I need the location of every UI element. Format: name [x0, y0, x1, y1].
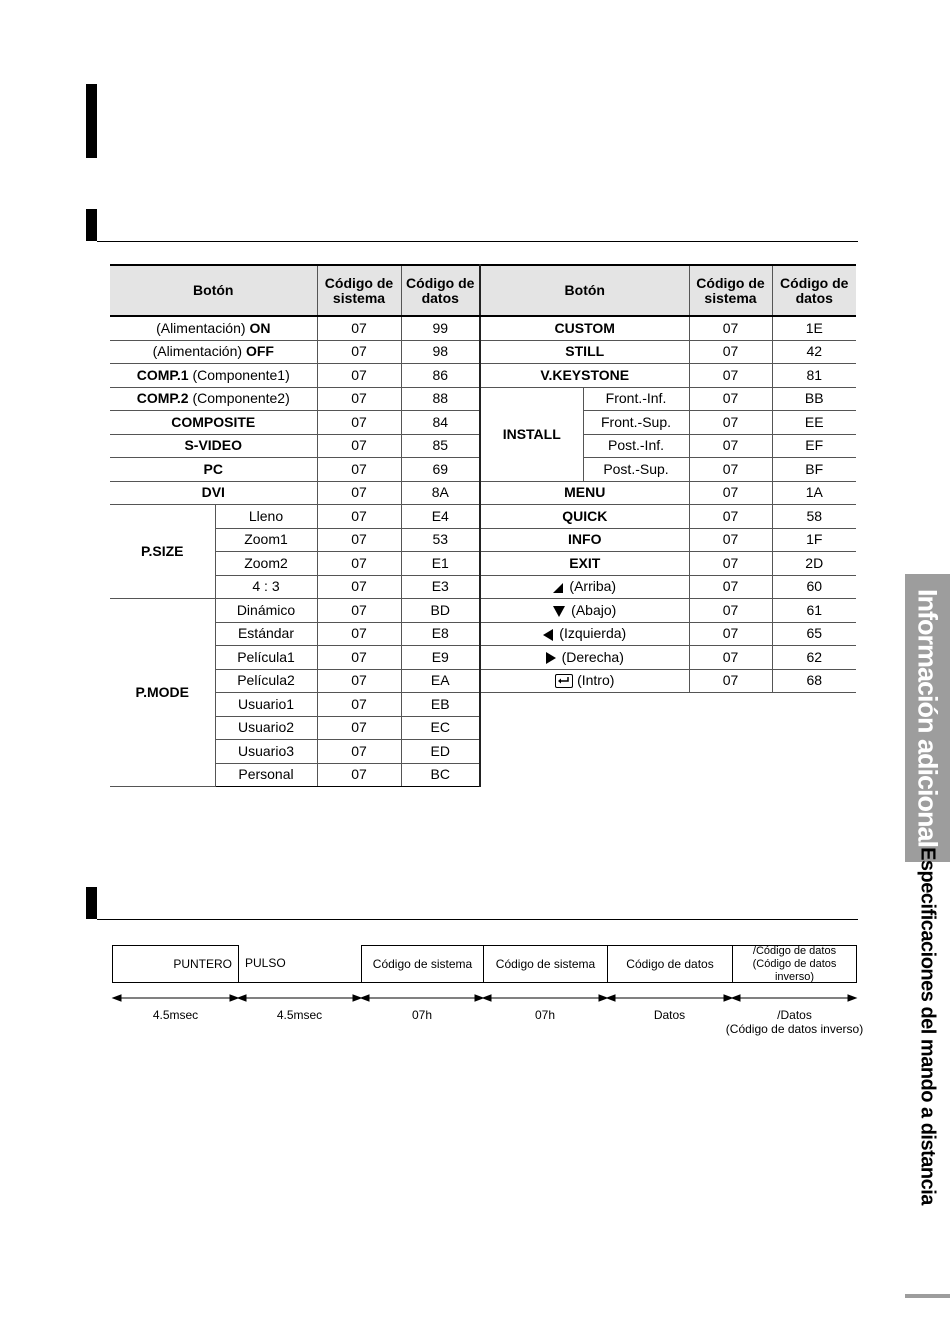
data-code: BB: [772, 387, 856, 411]
section-rule-2: [97, 919, 858, 920]
table-row: [110, 552, 856, 576]
system-code: 07: [689, 622, 772, 646]
button-name: DVI: [110, 481, 317, 505]
system-code: 07: [689, 528, 772, 552]
timing-box-system-code-2: [483, 945, 608, 983]
timing-box-inverse-data-code: [732, 945, 857, 983]
data-code: E9: [401, 646, 480, 670]
data-code: 62: [772, 646, 856, 670]
button-name: STILL: [480, 340, 689, 364]
table-row: [110, 481, 856, 505]
left-triangle-icon: [543, 629, 553, 641]
sidebar-tab-label: Información adicional: [912, 588, 943, 848]
psize-sub-label: 4 : 3: [215, 575, 317, 599]
timing-label: 07h: [534, 1008, 556, 1022]
system-code: 07: [317, 599, 401, 623]
timing-label: /Datos: [777, 1008, 812, 1022]
data-code: E3: [401, 575, 480, 599]
data-code: 58: [772, 505, 856, 529]
system-code: 07: [689, 481, 772, 505]
system-code: 07: [689, 599, 772, 623]
table-row: [110, 316, 856, 340]
table-row: [110, 599, 856, 623]
pmode-sub-label: Estándar: [215, 622, 317, 646]
timing-label-inverse: [722, 1008, 867, 1036]
system-code: 07: [317, 552, 401, 576]
data-code: EF: [772, 434, 856, 458]
pmode-sub-label: Dinámico: [215, 599, 317, 623]
system-code: 07: [689, 552, 772, 576]
remote-codes-table: [110, 264, 856, 787]
arrow-head-icon: [238, 995, 246, 1001]
pmode-sub-label: Usuario1: [215, 693, 317, 717]
data-code: E4: [401, 505, 480, 529]
header-boton-right: Botón: [480, 265, 689, 316]
data-code: 1F: [772, 528, 856, 552]
system-code: 07: [317, 740, 401, 764]
install-group-label: INSTALL: [480, 387, 583, 481]
pmode-sub-label: Película2: [215, 669, 317, 693]
data-code: EA: [401, 669, 480, 693]
timing-box-system-code-1: [361, 945, 484, 983]
pmode-sub-label: Usuario2: [215, 716, 317, 740]
psize-group-label: P.SIZE: [110, 505, 215, 599]
button-name: (Abajo): [480, 599, 689, 623]
title-bar-marker: [86, 84, 97, 158]
timing-arrows: [0, 990, 950, 1006]
button-name: S-VIDEO: [110, 434, 317, 458]
system-code: 07: [317, 411, 401, 435]
system-code: 07: [689, 458, 772, 482]
button-name: (Alimentación) OFF: [110, 340, 317, 364]
system-code: 07: [689, 340, 772, 364]
page-number-rule: [905, 1294, 950, 1298]
down-triangle-icon: [553, 606, 565, 617]
sidebar-section-label: Especificaciones del mando a distancia: [916, 847, 939, 1205]
table-row: [110, 575, 856, 599]
system-code: 07: [689, 364, 772, 388]
button-name: COMP.1 (Componente1): [110, 364, 317, 388]
system-code: 07: [689, 316, 772, 340]
section-marker-1: [86, 209, 97, 241]
button-name: PC: [110, 458, 317, 482]
table-header-row: [110, 265, 856, 316]
arrow-head-icon: [607, 995, 615, 1001]
button-name: MENU: [480, 481, 689, 505]
system-code: 07: [317, 669, 401, 693]
right-triangle-icon: [546, 652, 556, 664]
timing-box-label: Código de sistema: [372, 956, 473, 971]
data-code: 88: [401, 387, 480, 411]
section-rule-1: [97, 241, 858, 242]
button-name: (Intro): [480, 669, 689, 693]
data-code: 85: [401, 434, 480, 458]
data-code: E8: [401, 622, 480, 646]
timing-label: 4.5msec: [152, 1008, 199, 1022]
system-code: 07: [317, 505, 401, 529]
arrow-head-icon: [848, 995, 856, 1001]
header-codigo-datos-right: Código de datos: [772, 265, 856, 316]
pmode-group-label: P.MODE: [110, 599, 215, 787]
button-name: INFO: [480, 528, 689, 552]
empty-cell: [480, 693, 856, 787]
data-code: 65: [772, 622, 856, 646]
system-code: 07: [317, 622, 401, 646]
pmode-sub-label: Usuario3: [215, 740, 317, 764]
install-sub-label: Post.-Inf.: [583, 434, 689, 458]
table-row: [110, 646, 856, 670]
system-code: 07: [689, 434, 772, 458]
system-code: 07: [689, 387, 772, 411]
button-name: COMP.2 (Componente2): [110, 387, 317, 411]
arrow-head-icon: [361, 995, 369, 1001]
data-code: 69: [401, 458, 480, 482]
header-codigo-datos-left: Código de datos: [401, 265, 480, 316]
install-sub-label: Front.-Inf.: [583, 387, 689, 411]
system-code: 07: [317, 693, 401, 717]
data-code: 68: [772, 669, 856, 693]
timing-box-label: /Código de datos: [752, 944, 837, 957]
data-code: BC: [401, 763, 480, 787]
data-code: 42: [772, 340, 856, 364]
pmode-sub-label: Personal: [215, 763, 317, 787]
timing-label: 4.5msec: [276, 1008, 323, 1022]
system-code: 07: [317, 434, 401, 458]
data-code: 1A: [772, 481, 856, 505]
system-code: 07: [317, 316, 401, 340]
timing-box-label: Código de datos: [626, 956, 714, 971]
table-row: [110, 387, 856, 411]
system-code: 07: [689, 669, 772, 693]
header-codigo-sistema-right: Código de sistema: [689, 265, 772, 316]
timing-box-label: (Código de datos inverso): [752, 957, 837, 983]
button-name: CUSTOM: [480, 316, 689, 340]
enter-key-icon: [555, 674, 573, 688]
system-code: 07: [689, 575, 772, 599]
table-row: [110, 622, 856, 646]
section-marker-2: [86, 887, 97, 919]
button-name: (Alimentación) ON: [110, 316, 317, 340]
system-code: 07: [317, 364, 401, 388]
system-code: 07: [317, 387, 401, 411]
data-code: BF: [772, 458, 856, 482]
system-code: 07: [317, 481, 401, 505]
timing-box-label: PUNTERO: [173, 956, 232, 971]
arrow-head-icon: [483, 995, 491, 1001]
table-row: [110, 340, 856, 364]
psize-sub-label: Lleno: [215, 505, 317, 529]
system-code: 07: [317, 340, 401, 364]
table-row: [110, 669, 856, 693]
timing-box-label: Código de sistema: [495, 956, 596, 971]
install-sub-label: Post.-Sup.: [583, 458, 689, 482]
data-code: ED: [401, 740, 480, 764]
button-name: (Derecha): [480, 646, 689, 670]
header-codigo-sistema-left: Código de sistema: [317, 265, 401, 316]
system-code: 07: [317, 763, 401, 787]
up-triangle-icon: [553, 583, 563, 593]
timing-box-pulso: [238, 945, 362, 983]
data-code: 8A: [401, 481, 480, 505]
data-code: EE: [772, 411, 856, 435]
data-code: 98: [401, 340, 480, 364]
data-code: E1: [401, 552, 480, 576]
psize-sub-label: Zoom1: [215, 528, 317, 552]
arrow-head-icon: [113, 995, 121, 1001]
system-code: 07: [689, 505, 772, 529]
data-code: EC: [401, 716, 480, 740]
timing-box-data-code: [607, 945, 733, 983]
timing-label: Datos: [653, 1008, 686, 1022]
data-code: 61: [772, 599, 856, 623]
data-code: 53: [401, 528, 480, 552]
table-row: [110, 528, 856, 552]
psize-sub-label: Zoom2: [215, 552, 317, 576]
button-name: (Arriba): [480, 575, 689, 599]
data-code: 86: [401, 364, 480, 388]
timing-box-puntero: [112, 945, 239, 983]
button-name: QUICK: [480, 505, 689, 529]
table-row: [110, 364, 856, 388]
data-code: 81: [772, 364, 856, 388]
data-code: 99: [401, 316, 480, 340]
timing-label: (Código de datos inverso): [725, 1022, 864, 1036]
data-code: EB: [401, 693, 480, 717]
system-code: 07: [317, 716, 401, 740]
pmode-sub-label: Película1: [215, 646, 317, 670]
system-code: 07: [317, 646, 401, 670]
arrow-head-icon: [732, 995, 740, 1001]
timing-label: 07h: [411, 1008, 433, 1022]
data-code: 2D: [772, 552, 856, 576]
button-name: V.KEYSTONE: [480, 364, 689, 388]
timing-box-label: PULSO: [245, 956, 286, 970]
button-name: (Izquierda): [480, 622, 689, 646]
table-row: [110, 505, 856, 529]
install-sub-label: Front.-Sup.: [583, 411, 689, 435]
system-code: 07: [317, 458, 401, 482]
data-code: 84: [401, 411, 480, 435]
system-code: 07: [317, 575, 401, 599]
button-name: COMPOSITE: [110, 411, 317, 435]
header-boton-left: Botón: [110, 265, 317, 316]
data-code: 1E: [772, 316, 856, 340]
system-code: 07: [689, 646, 772, 670]
data-code: 60: [772, 575, 856, 599]
data-code: BD: [401, 599, 480, 623]
system-code: 07: [317, 528, 401, 552]
system-code: 07: [689, 411, 772, 435]
table-row: [110, 693, 856, 717]
button-name: EXIT: [480, 552, 689, 576]
